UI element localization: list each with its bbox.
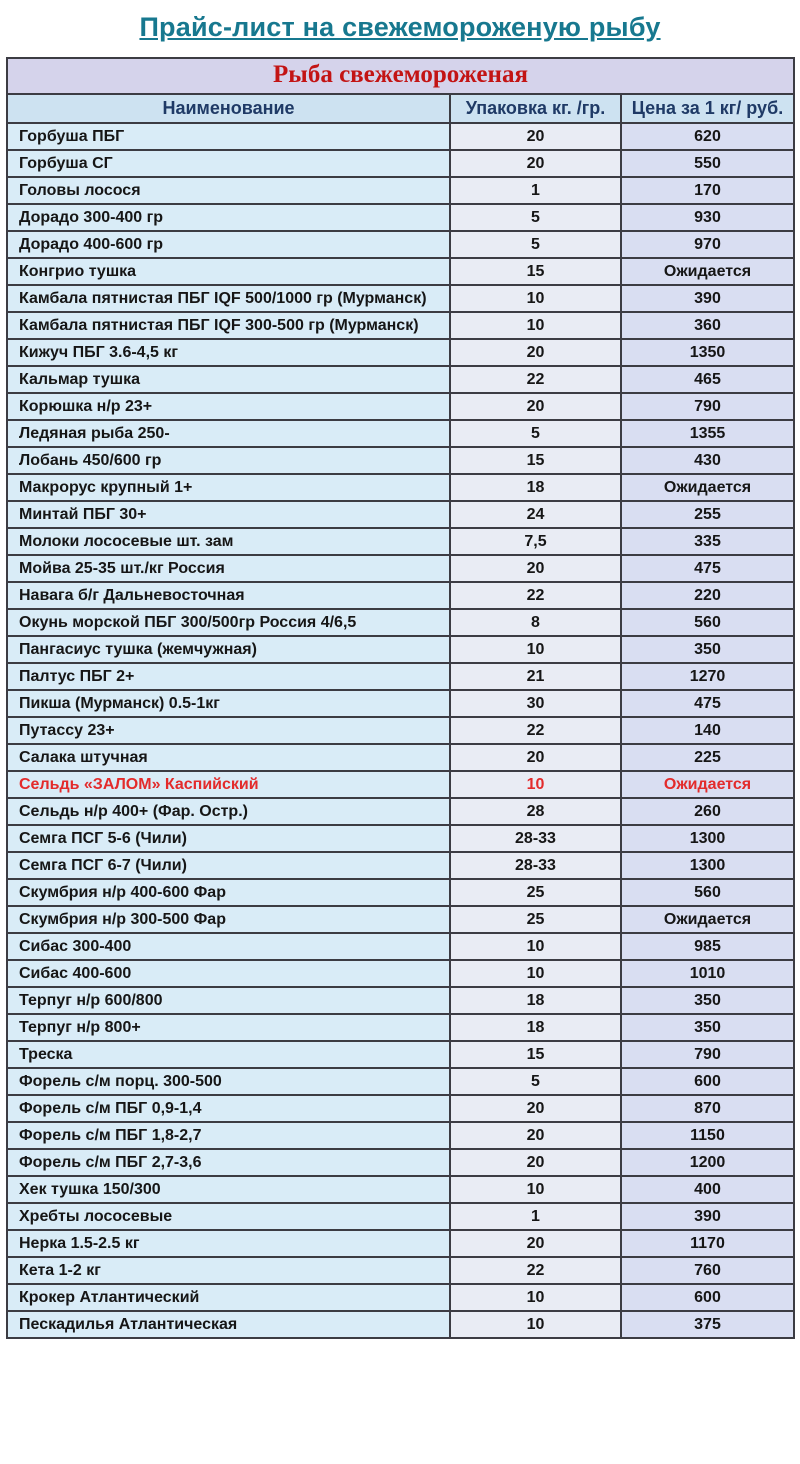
table-row — [7, 987, 794, 1014]
price-cell: 790 — [621, 393, 794, 420]
product-name-cell: Семга ПСГ 6-7 (Чили) — [7, 852, 450, 879]
column-header-name: Наименование — [7, 94, 450, 123]
package-cell: 18 — [450, 987, 621, 1014]
table-row — [7, 177, 794, 204]
package-cell: 20 — [450, 1230, 621, 1257]
price-cell: 140 — [621, 717, 794, 744]
package-cell: 5 — [450, 420, 621, 447]
table-row — [7, 447, 794, 474]
product-name-cell: Молоки лососевые шт. зам — [7, 528, 450, 555]
package-cell: 10 — [450, 933, 621, 960]
product-name-cell: Треска — [7, 1041, 450, 1068]
price-cell: 350 — [621, 987, 794, 1014]
table-row — [7, 312, 794, 339]
table-row — [7, 501, 794, 528]
table-row — [7, 1230, 794, 1257]
product-name-cell: Пескадилья Атлантическая — [7, 1311, 450, 1338]
package-cell: 10 — [450, 312, 621, 339]
product-name-cell: Салака штучная — [7, 744, 450, 771]
table-row — [7, 1284, 794, 1311]
product-name-cell: Мойва 25-35 шт./кг Россия — [7, 555, 450, 582]
price-cell: 870 — [621, 1095, 794, 1122]
package-cell: 7,5 — [450, 528, 621, 555]
table-row — [7, 474, 794, 501]
price-cell: Ожидается — [621, 906, 794, 933]
product-name-cell: Горбуша СГ — [7, 150, 450, 177]
package-cell: 20 — [450, 1149, 621, 1176]
price-cell: 430 — [621, 447, 794, 474]
package-cell: 18 — [450, 1014, 621, 1041]
price-cell: 225 — [621, 744, 794, 771]
table-row — [7, 825, 794, 852]
package-cell: 15 — [450, 1041, 621, 1068]
product-name-cell: Сельдь н/р 400+ (Фар. Остр.) — [7, 798, 450, 825]
table-row — [7, 690, 794, 717]
section-title: Рыба свежемороженая — [7, 58, 794, 94]
package-cell: 22 — [450, 717, 621, 744]
package-cell: 1 — [450, 1203, 621, 1230]
package-cell: 18 — [450, 474, 621, 501]
package-cell: 22 — [450, 1257, 621, 1284]
price-cell: 760 — [621, 1257, 794, 1284]
price-cell: 390 — [621, 285, 794, 312]
table-row — [7, 1257, 794, 1284]
price-cell: 1300 — [621, 825, 794, 852]
price-cell: 930 — [621, 204, 794, 231]
page-title: Прайс-лист на свежемороженую рыбу — [139, 12, 661, 42]
table-row — [7, 150, 794, 177]
table-row — [7, 1068, 794, 1095]
table-row — [7, 906, 794, 933]
package-cell: 10 — [450, 636, 621, 663]
package-cell: 8 — [450, 609, 621, 636]
product-name-cell: Кальмар тушка — [7, 366, 450, 393]
package-cell: 20 — [450, 393, 621, 420]
product-name-cell: Дорадо 300-400 гр — [7, 204, 450, 231]
price-cell: 560 — [621, 609, 794, 636]
price-cell: 1270 — [621, 663, 794, 690]
package-cell: 22 — [450, 582, 621, 609]
product-name-cell: Хребты лососевые — [7, 1203, 450, 1230]
product-name-cell: Скумбрия н/р 300-500 Фар — [7, 906, 450, 933]
product-name-cell: Кижуч ПБГ 3.6-4,5 кг — [7, 339, 450, 366]
table-row — [7, 960, 794, 987]
package-cell: 15 — [450, 447, 621, 474]
price-cell: 350 — [621, 636, 794, 663]
price-cell: 1200 — [621, 1149, 794, 1176]
table-row — [7, 879, 794, 906]
product-name-cell: Камбала пятнистая ПБГ IQF 300-500 гр (Мурманск) — [7, 312, 450, 339]
package-cell: 10 — [450, 285, 621, 312]
column-header-price: Цена за 1 кг/ руб. — [621, 94, 794, 123]
package-cell: 25 — [450, 906, 621, 933]
package-cell: 1 — [450, 177, 621, 204]
package-cell: 22 — [450, 366, 621, 393]
package-cell: 28 — [450, 798, 621, 825]
product-name-cell: Нерка 1.5-2.5 кг — [7, 1230, 450, 1257]
price-cell: 360 — [621, 312, 794, 339]
package-cell: 10 — [450, 1176, 621, 1203]
price-cell: 1170 — [621, 1230, 794, 1257]
table-row — [7, 339, 794, 366]
package-cell: 25 — [450, 879, 621, 906]
price-cell: Ожидается — [621, 771, 794, 798]
product-name-cell: Окунь морской ПБГ 300/500гр Россия 4/6,5 — [7, 609, 450, 636]
table-row — [7, 366, 794, 393]
package-cell: 30 — [450, 690, 621, 717]
package-cell: 28-33 — [450, 852, 621, 879]
table-row — [7, 933, 794, 960]
package-cell: 21 — [450, 663, 621, 690]
price-cell: 475 — [621, 555, 794, 582]
product-name-cell: Форель с/м порц. 300-500 — [7, 1068, 450, 1095]
product-name-cell: Кета 1-2 кг — [7, 1257, 450, 1284]
price-cell: 1300 — [621, 852, 794, 879]
price-cell: 335 — [621, 528, 794, 555]
price-cell: 600 — [621, 1284, 794, 1311]
package-cell: 10 — [450, 771, 621, 798]
package-cell: 5 — [450, 231, 621, 258]
table-row — [7, 744, 794, 771]
product-name-cell: Головы лосося — [7, 177, 450, 204]
price-table — [6, 57, 795, 1339]
package-cell: 20 — [450, 150, 621, 177]
product-name-cell: Путассу 23+ — [7, 717, 450, 744]
table-row — [7, 1149, 794, 1176]
price-cell: 260 — [621, 798, 794, 825]
product-name-cell: Пикша (Мурманск) 0.5-1кг — [7, 690, 450, 717]
package-cell: 10 — [450, 1284, 621, 1311]
package-cell: 20 — [450, 1122, 621, 1149]
package-cell: 20 — [450, 123, 621, 150]
price-cell: 390 — [621, 1203, 794, 1230]
product-name-cell: Крокер Атлантический — [7, 1284, 450, 1311]
product-name-cell: Форель с/м ПБГ 0,9-1,4 — [7, 1095, 450, 1122]
price-cell: 350 — [621, 1014, 794, 1041]
price-cell: Ожидается — [621, 474, 794, 501]
package-cell: 10 — [450, 960, 621, 987]
price-cell: 620 — [621, 123, 794, 150]
product-name-cell: Горбуша ПБГ — [7, 123, 450, 150]
product-name-cell: Лобань 450/600 гр — [7, 447, 450, 474]
product-name-cell: Сибас 400-600 — [7, 960, 450, 987]
table-row — [7, 798, 794, 825]
table-row — [7, 636, 794, 663]
price-cell: 220 — [621, 582, 794, 609]
price-cell: 600 — [621, 1068, 794, 1095]
table-row — [7, 852, 794, 879]
package-cell: 28-33 — [450, 825, 621, 852]
table-row — [7, 393, 794, 420]
product-name-cell: Конгрио тушка — [7, 258, 450, 285]
product-name-cell: Форель с/м ПБГ 2,7-3,6 — [7, 1149, 450, 1176]
product-name-cell: Макрорус крупный 1+ — [7, 474, 450, 501]
product-name-cell: Сибас 300-400 — [7, 933, 450, 960]
table-row — [7, 285, 794, 312]
price-cell: 465 — [621, 366, 794, 393]
product-name-cell: Семга ПСГ 5-6 (Чили) — [7, 825, 450, 852]
table-row — [7, 1311, 794, 1338]
price-cell: 255 — [621, 501, 794, 528]
section-title-row — [7, 58, 794, 94]
product-name-cell: Терпуг н/р 600/800 — [7, 987, 450, 1014]
package-cell: 20 — [450, 744, 621, 771]
table-row — [7, 717, 794, 744]
table-row — [7, 1014, 794, 1041]
product-name-cell: Корюшка н/р 23+ — [7, 393, 450, 420]
package-cell: 5 — [450, 204, 621, 231]
price-cell: 170 — [621, 177, 794, 204]
package-cell: 5 — [450, 1068, 621, 1095]
price-cell: 985 — [621, 933, 794, 960]
product-name-cell: Навага б/г Дальневосточная — [7, 582, 450, 609]
product-name-cell: Скумбрия н/р 400-600 Фар — [7, 879, 450, 906]
package-cell: 20 — [450, 339, 621, 366]
package-cell: 10 — [450, 1311, 621, 1338]
price-cell: 970 — [621, 231, 794, 258]
table-row — [7, 1041, 794, 1068]
table-row — [7, 1122, 794, 1149]
price-cell: 550 — [621, 150, 794, 177]
table-row — [7, 1095, 794, 1122]
table-header-row — [7, 94, 794, 123]
product-name-cell: Сельдь «ЗАЛОМ» Каспийский — [7, 771, 450, 798]
product-name-cell: Минтай ПБГ 30+ — [7, 501, 450, 528]
table-row — [7, 663, 794, 690]
table-row — [7, 609, 794, 636]
table-row — [7, 582, 794, 609]
product-name-cell: Пангасиус тушка (жемчужная) — [7, 636, 450, 663]
price-cell: Ожидается — [621, 258, 794, 285]
column-header-package: Упаковка кг. /гр. — [450, 94, 621, 123]
table-row — [7, 258, 794, 285]
price-cell: 790 — [621, 1041, 794, 1068]
table-row — [7, 555, 794, 582]
price-cell: 400 — [621, 1176, 794, 1203]
table-row — [7, 420, 794, 447]
table-row — [7, 771, 794, 798]
price-cell: 1150 — [621, 1122, 794, 1149]
table-row — [7, 204, 794, 231]
package-cell: 24 — [450, 501, 621, 528]
product-name-cell: Форель с/м ПБГ 1,8-2,7 — [7, 1122, 450, 1149]
product-name-cell: Камбала пятнистая ПБГ IQF 500/1000 гр (Мурманск) — [7, 285, 450, 312]
price-cell: 1355 — [621, 420, 794, 447]
price-cell: 375 — [621, 1311, 794, 1338]
price-cell: 475 — [621, 690, 794, 717]
table-row — [7, 1203, 794, 1230]
package-cell: 20 — [450, 555, 621, 582]
table-body — [7, 123, 794, 1338]
table-row — [7, 1176, 794, 1203]
product-name-cell: Хек тушка 150/300 — [7, 1176, 450, 1203]
package-cell: 15 — [450, 258, 621, 285]
product-name-cell: Терпуг н/р 800+ — [7, 1014, 450, 1041]
table-row — [7, 123, 794, 150]
package-cell: 20 — [450, 1095, 621, 1122]
product-name-cell: Ледяная рыба 250- — [7, 420, 450, 447]
table-row — [7, 231, 794, 258]
product-name-cell: Дорадо 400-600 гр — [7, 231, 450, 258]
price-cell: 560 — [621, 879, 794, 906]
price-cell: 1010 — [621, 960, 794, 987]
table-row — [7, 528, 794, 555]
price-cell: 1350 — [621, 339, 794, 366]
product-name-cell: Палтус ПБГ 2+ — [7, 663, 450, 690]
